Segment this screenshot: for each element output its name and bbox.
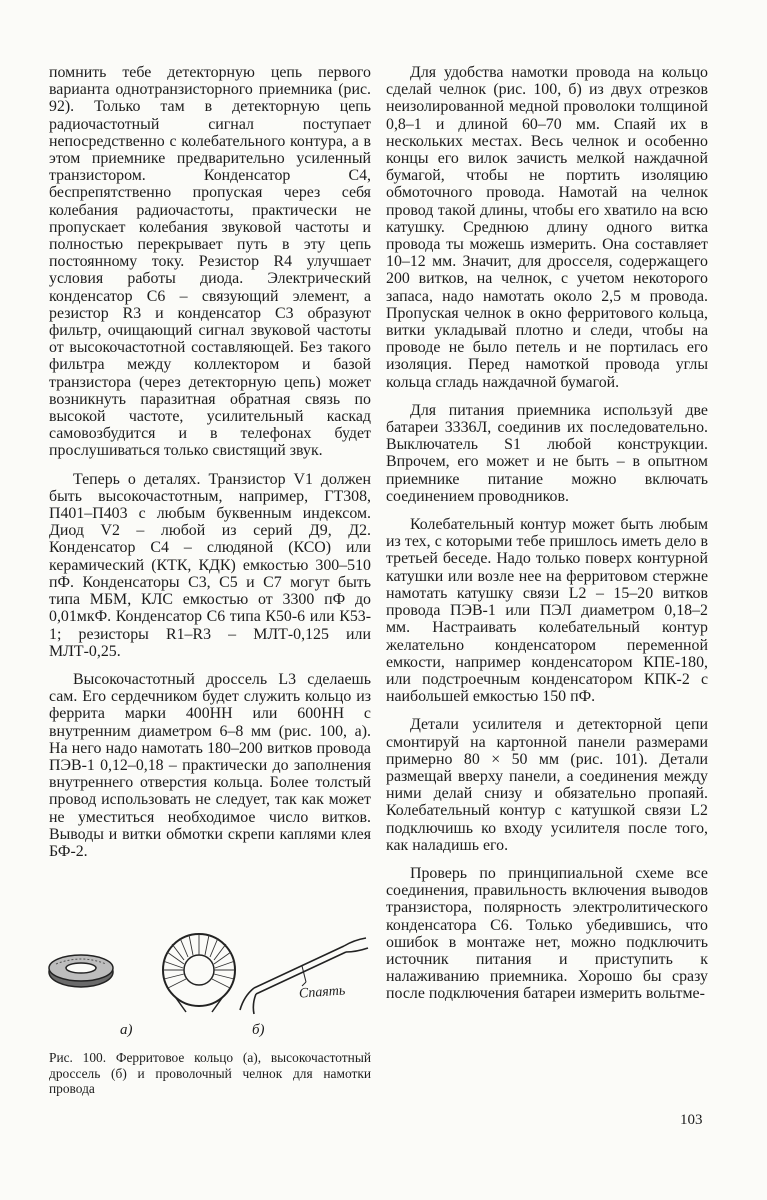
- ferrite-ring-drawing: [49, 955, 113, 987]
- shuttle-drawing: [240, 938, 368, 1014]
- paragraph: Теперь о деталях. Транзистор V1 должен быть высокочастотным, например, ГТ308, П401–П403 с любым буквенным индексом. Диод V2 – любой из серий Д9, Д2. Конденсатор С4 – слюдяной (КСО) или керамический (КТК, КДК) емкостью 300–510 пФ. Конденсаторы С3, С5 и С7 могут быть типа МБМ, КЛС емкостью от 3300 пФ до 0,01мкФ. Конденсатор С6 типа К50-6 или К53-1; резисторы R1–R3 – МЛТ-0,125 или МЛТ-0,25.: [49, 470, 371, 660]
- paragraph: Колебательный контур может быть любым из тех, с которыми тебе пришлось иметь дело в третьей беседе. Надо только поверх контурной катушки или возле нее на ферритовом стержне намотать катушку связи L2 – 15–20 витков провода ПЭВ-1 или ПЭЛ диаметром 0,18–2 мм. Настраивать колебательный контур желательно конденсатором переменной емкости, например конденсатором КПЕ-180, или подстроечным конденсатором КПК-2 с наибольшей емкостью 150 пФ.: [386, 516, 708, 706]
- paragraph: помнить тебе детекторную цепь первого варианта однотранзисторного приемника (рис. 92). Только там в детекторную цепь радиочастотный сигнал поступает непосредственно с колебательного контура, а в этом приемнике предварительно усиленный транзистором. Конденсатор С4, беспрепятственно пропуская через себя колебания радиочастоты, практически не пропускает колебания звуковой частоты и полностью перекрывает путь в эту цепь постоянному току. Резистор R4 улучшает условия работы диода. Электрический конденсатор С6 – связующий элемент, а резистор R3 и конденсатор С3 образуют фильтр, очищающий сигнал звуковой частоты от высокочастотной составляющей. Без такого фильтра между коллектором и базой транзистора (через детекторную цепь) может возникнуть паразитная обратная связь по высокой частоте, усилительный каскад самовозбудится и в телефонах будет прослушиваться только свистящий звук.: [49, 64, 371, 460]
- paragraph: Для удобства намотки провода на кольцо сделай челнок (рис. 100, б) из двух отрезков неизолированной медной проволоки толщиной 0,8–1 и длиной 60–70 мм. Спаяй их в нескольких местах. Весь челнок и особенно концы его вилок зачисть мелкой наждачной бумагой, чтобы не портить изоляцию обмоточного провода. Намотай на челнок провод такой длины, чтобы его хватило на всю катушку. Среднюю длину одного витка провода ты можешь измерить. Она составляет 10–12 мм. Значит, для дросселя, содержащего 200 витков, на челнок, с учетом некоторого запаса, надо намотать около 2,5 м провода. Пропуская челнок в окно ферритового кольца, витки укладывай плотно и следи, чтобы на проводе не было петель и не портилась его изоляция. Перед намоткой провода углы кольца сгладь наждачной бумагой.: [386, 64, 708, 391]
- paragraph: Высокочастотный дроссель L3 сделаешь сам. Его сердечником будет служить кольцо из феррита марки 400НН или 600НН с внутренним диаметром 6–8 мм (рис. 100, а). На него надо намотать 180–200 витков провода ПЭВ-1 0,12–0,18 – практически до заполнения внутреннего отверстия кольца. Более толстый провод использовать не следует, так как может не уместиться необходимое число витков. Выводы и витки обмотки скрепи каплями клея БФ-2.: [49, 670, 371, 860]
- figure-label-a: а): [120, 1022, 133, 1038]
- solder-label: Спаять: [298, 983, 346, 1002]
- right-column: [386, 64, 708, 1014]
- left-column: [49, 64, 371, 871]
- choke-drawing: [163, 934, 235, 1012]
- paragraph: Детали усилителя и детекторной цепи смонтируй на картонной панели размерами примерно 80 × 50 мм (рис. 101). Детали размещай вверху панели, а соединения между ними делай снизу и обязательно пропаяй. Колебательный контур с катушкой связи L2 подключишь ко входу усилителя после того, как наладишь его.: [386, 716, 708, 854]
- paragraph: Для питания приемника используй две батареи 3336Л, соединив их последовательно. Выключатель S1 любой конструкции. Впрочем, его может и не быть – в опытном приемнике питание можно включать соединением проводников.: [386, 401, 708, 505]
- figure-100: [44, 930, 374, 1045]
- figure-drawing: [44, 930, 374, 1025]
- page-number: 103: [680, 1112, 703, 1128]
- figure-caption: Рис. 100. Ферритовое кольцо (а), высокочастотный дроссель (б) и проволочный челнок для намотки провода: [49, 1050, 371, 1096]
- paragraph: Проверь по принципиальной схеме все соединения, правильность включения выводов транзистора, полярность электролитического конденсатора С6. Только убедившись, что ошибок в монтаже нет, можно подключить источник питания и приступить к налаживанию приемника. Хорошо бы сразу после подключения батареи измерить вольтме-: [386, 864, 708, 1003]
- figure-label-b: б): [252, 1022, 265, 1038]
